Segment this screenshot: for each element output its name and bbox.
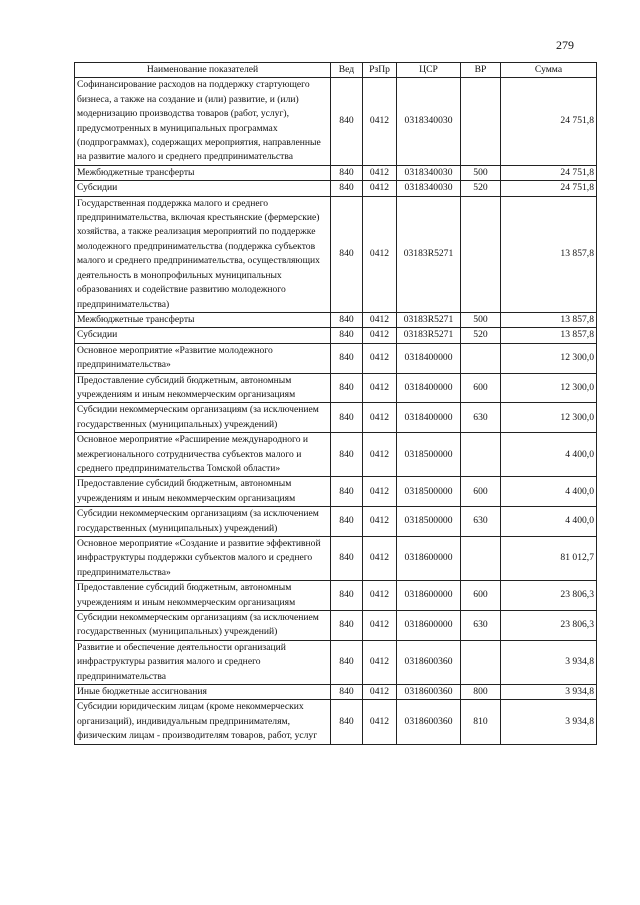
table-row <box>75 343 597 373</box>
row-rzpr: 0412 <box>363 181 397 196</box>
header-sum: Сумма <box>501 63 597 78</box>
row-name: Субсидии юридическим лицам (кроме некоммерческих организаций), индивидуальным предпринимателям, физическим лицам - производителям товаров, работ, услуг <box>75 700 331 744</box>
page-number: 279 <box>556 38 574 52</box>
row-csr: 0318600360 <box>397 700 461 744</box>
row-vr: 800 <box>461 685 501 700</box>
row-name: Софинансирование расходов на поддержку стартующего бизнеса, а также на создание и (или) развитие, и (или) модернизацию производства товаров (работ, услуг), предусмотренных в муниципальных программах (подпрограммах), содержащих мероприятия, направленные на развитие малого и среднего предпринимательства <box>75 78 331 165</box>
row-sum: 13 857,8 <box>501 196 597 312</box>
row-ved: 840 <box>331 537 363 581</box>
row-vr <box>461 537 501 581</box>
row-sum: 4 400,0 <box>501 507 597 537</box>
table-row <box>75 477 597 507</box>
row-name: Субсидии некоммерческим организациям (за исключением государственных (муниципальных) учреждений) <box>75 403 331 433</box>
row-ved: 840 <box>331 78 363 165</box>
row-csr: 0318600360 <box>397 685 461 700</box>
row-rzpr: 0412 <box>363 537 397 581</box>
row-rzpr: 0412 <box>363 165 397 180</box>
row-vr: 630 <box>461 403 501 433</box>
row-name: Предоставление субсидий бюджетным, автономным учреждениям и иным некоммерческим организациям <box>75 477 331 507</box>
row-csr: 03183R5271 <box>397 196 461 312</box>
row-rzpr: 0412 <box>363 373 397 403</box>
row-ved: 840 <box>331 507 363 537</box>
budget-table <box>74 62 597 745</box>
row-rzpr: 0412 <box>363 477 397 507</box>
row-rzpr: 0412 <box>363 581 397 611</box>
row-name: Субсидии <box>75 328 331 343</box>
table-row <box>75 507 597 537</box>
table-header-row <box>75 63 597 78</box>
row-name: Основное мероприятие «Развитие молодежного предпринимательства» <box>75 343 331 373</box>
row-name: Межбюджетные трансферты <box>75 165 331 180</box>
row-name: Основное мероприятие «Создание и развитие эффективной инфраструктуры поддержки субъектов малого и среднего предпринимательства» <box>75 537 331 581</box>
table-row <box>75 537 597 581</box>
table-row <box>75 181 597 196</box>
row-rzpr: 0412 <box>363 640 397 684</box>
row-sum: 13 857,8 <box>501 328 597 343</box>
row-sum: 24 751,8 <box>501 181 597 196</box>
table-row <box>75 328 597 343</box>
row-name: Иные бюджетные ассигнования <box>75 685 331 700</box>
row-vr: 810 <box>461 700 501 744</box>
row-rzpr: 0412 <box>363 78 397 165</box>
row-rzpr: 0412 <box>363 700 397 744</box>
row-name: Основное мероприятие «Расширение международного и межрегионального сотрудничества субъектов малого и среднего предпринимательства Томской области» <box>75 433 331 477</box>
row-csr: 0318500000 <box>397 433 461 477</box>
header-ved: Вед <box>331 63 363 78</box>
header-vr: ВР <box>461 63 501 78</box>
row-name: Развитие и обеспечение деятельности организаций инфраструктуры развития малого и среднего предпринимательства <box>75 640 331 684</box>
row-ved: 840 <box>331 343 363 373</box>
row-vr <box>461 640 501 684</box>
table-row <box>75 611 597 641</box>
row-sum: 3 934,8 <box>501 685 597 700</box>
row-vr <box>461 78 501 165</box>
row-rzpr: 0412 <box>363 507 397 537</box>
row-csr: 0318400000 <box>397 403 461 433</box>
table-row <box>75 403 597 433</box>
row-csr: 0318600000 <box>397 611 461 641</box>
row-sum: 24 751,8 <box>501 165 597 180</box>
row-vr: 520 <box>461 328 501 343</box>
table-row <box>75 640 597 684</box>
row-sum: 13 857,8 <box>501 312 597 327</box>
row-vr: 600 <box>461 477 501 507</box>
table-row <box>75 373 597 403</box>
row-vr: 630 <box>461 507 501 537</box>
row-vr: 520 <box>461 181 501 196</box>
row-name: Государственная поддержка малого и среднего предпринимательства, включая крестьянские (фермерские) хозяйства, а также реализация мероприятий по поддержке молодежного предпринимательства (поддержка субъектов малого и среднего предпринимательства, осуществляющих деятельность в монопрофильных муниципальных образованиях и содействие развитию молодежного предпринимательства) <box>75 196 331 312</box>
row-sum: 12 300,0 <box>501 373 597 403</box>
row-ved: 840 <box>331 581 363 611</box>
row-sum: 3 934,8 <box>501 700 597 744</box>
row-ved: 840 <box>331 196 363 312</box>
row-csr: 0318340030 <box>397 78 461 165</box>
row-sum: 23 806,3 <box>501 581 597 611</box>
row-sum: 12 300,0 <box>501 343 597 373</box>
row-csr: 0318340030 <box>397 165 461 180</box>
row-csr: 0318400000 <box>397 373 461 403</box>
row-rzpr: 0412 <box>363 611 397 641</box>
row-sum: 23 806,3 <box>501 611 597 641</box>
row-ved: 840 <box>331 700 363 744</box>
row-csr: 0318600000 <box>397 581 461 611</box>
row-csr: 0318400000 <box>397 343 461 373</box>
row-csr: 0318500000 <box>397 477 461 507</box>
row-ved: 840 <box>331 373 363 403</box>
row-sum: 4 400,0 <box>501 477 597 507</box>
row-ved: 840 <box>331 611 363 641</box>
row-rzpr: 0412 <box>363 328 397 343</box>
row-vr: 500 <box>461 165 501 180</box>
row-name: Межбюджетные трансферты <box>75 312 331 327</box>
row-name: Субсидии некоммерческим организациям (за исключением государственных (муниципальных) учреждений) <box>75 507 331 537</box>
table-row <box>75 433 597 477</box>
row-ved: 840 <box>331 165 363 180</box>
row-ved: 840 <box>331 477 363 507</box>
row-csr: 0318600000 <box>397 537 461 581</box>
row-rzpr: 0412 <box>363 685 397 700</box>
row-ved: 840 <box>331 312 363 327</box>
table-row <box>75 196 597 312</box>
table-row <box>75 312 597 327</box>
row-sum: 4 400,0 <box>501 433 597 477</box>
header-name: Наименование показателей <box>75 63 331 78</box>
row-sum: 3 934,8 <box>501 640 597 684</box>
row-ved: 840 <box>331 685 363 700</box>
row-name: Субсидии <box>75 181 331 196</box>
row-csr: 03183R5271 <box>397 328 461 343</box>
row-vr <box>461 196 501 312</box>
row-sum: 12 300,0 <box>501 403 597 433</box>
table-row <box>75 78 597 165</box>
row-ved: 840 <box>331 640 363 684</box>
row-ved: 840 <box>331 181 363 196</box>
row-vr <box>461 433 501 477</box>
row-rzpr: 0412 <box>363 312 397 327</box>
table-row <box>75 685 597 700</box>
row-rzpr: 0412 <box>363 343 397 373</box>
row-vr: 600 <box>461 581 501 611</box>
header-csr: ЦСР <box>397 63 461 78</box>
row-csr: 0318500000 <box>397 507 461 537</box>
row-rzpr: 0412 <box>363 403 397 433</box>
table-row <box>75 581 597 611</box>
row-rzpr: 0412 <box>363 196 397 312</box>
row-name: Предоставление субсидий бюджетным, автономным учреждениям и иным некоммерческим организациям <box>75 581 331 611</box>
row-vr: 600 <box>461 373 501 403</box>
row-vr <box>461 343 501 373</box>
header-rzpr: РзПр <box>363 63 397 78</box>
row-csr: 0318340030 <box>397 181 461 196</box>
row-vr: 500 <box>461 312 501 327</box>
table-row <box>75 700 597 744</box>
row-vr: 630 <box>461 611 501 641</box>
row-ved: 840 <box>331 328 363 343</box>
row-ved: 840 <box>331 433 363 477</box>
table-row <box>75 165 597 180</box>
row-sum: 24 751,8 <box>501 78 597 165</box>
row-ved: 840 <box>331 403 363 433</box>
row-rzpr: 0412 <box>363 433 397 477</box>
row-sum: 81 012,7 <box>501 537 597 581</box>
row-csr: 03183R5271 <box>397 312 461 327</box>
row-name: Предоставление субсидий бюджетным, автономным учреждениям и иным некоммерческим организациям <box>75 373 331 403</box>
row-csr: 0318600360 <box>397 640 461 684</box>
row-name: Субсидии некоммерческим организациям (за исключением государственных (муниципальных) учреждений) <box>75 611 331 641</box>
